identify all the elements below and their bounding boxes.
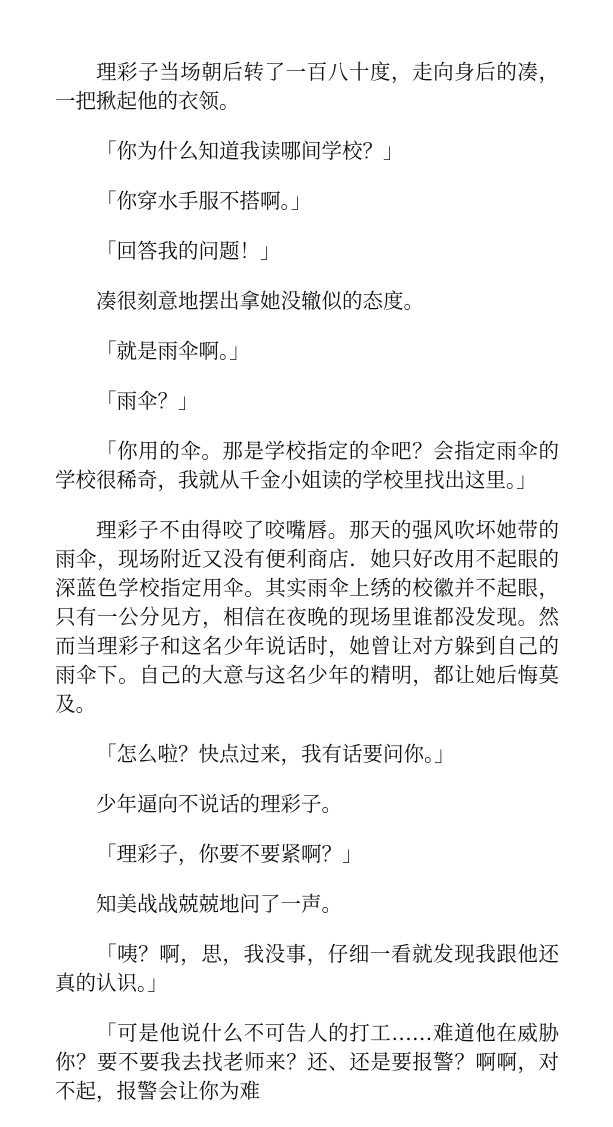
- paragraph: 「回答我的问题！」: [96, 239, 281, 263]
- paragraph: 「你用的伞。那是学校指定的伞吧？会指定雨伞的学校很稀奇，我就从千金小姐读的学校里找出这里。」: [55, 439, 559, 492]
- document-page: [55, 58, 559, 1127]
- paragraph: 「雨伞？」: [96, 389, 199, 413]
- paragraph: 「可是他说什么不可告人的打工……难道他在威胁你？要不要我去找老师来？还、还是要报警？啊啊，对不起，报警会让你为难: [55, 1021, 559, 1103]
- paragraph: 理彩子不由得咬了咬嘴唇。那天的强风吹坏她带的雨伞，现场附近又没有便利商店．她只好改用不起眼的深蓝色学校指定用伞。其实雨伞上绣的校徽并不起眼，只有一公分见方，相信在夜晚的现场里谁都没发现。然而当理彩子和这名少年说话时，她曾让对方躲到自己的雨伞下。自己的大意与这名少年的精明，都让她后悔莫及。: [55, 518, 559, 716]
- paragraph: 少年逼向不说话的理彩子。: [96, 792, 342, 816]
- paragraph: 「你为什么知道我读哪间学校？」: [96, 139, 404, 163]
- paragraph: 知美战战兢兢地问了一声。: [96, 892, 342, 916]
- paragraph: 「咦？啊，思，我没事，仔细一看就发现我跟他还真的认识。」: [55, 942, 559, 995]
- paragraph: 「就是雨伞啊。」: [96, 339, 250, 363]
- paragraph: 「你穿水手服不搭啊。」: [96, 189, 312, 213]
- paragraph: 「怎么啦？快点过来，我有话要问你。」: [96, 742, 455, 766]
- paragraph: 理彩子当场朝后转了一百八十度，走向身后的凑，一把揪起他的衣领。: [55, 60, 559, 113]
- paragraph: 凑很刻意地摆出拿她没辙似的态度。: [96, 289, 424, 313]
- paragraph: 「理彩子，你要不要紧啊？」: [96, 842, 363, 866]
